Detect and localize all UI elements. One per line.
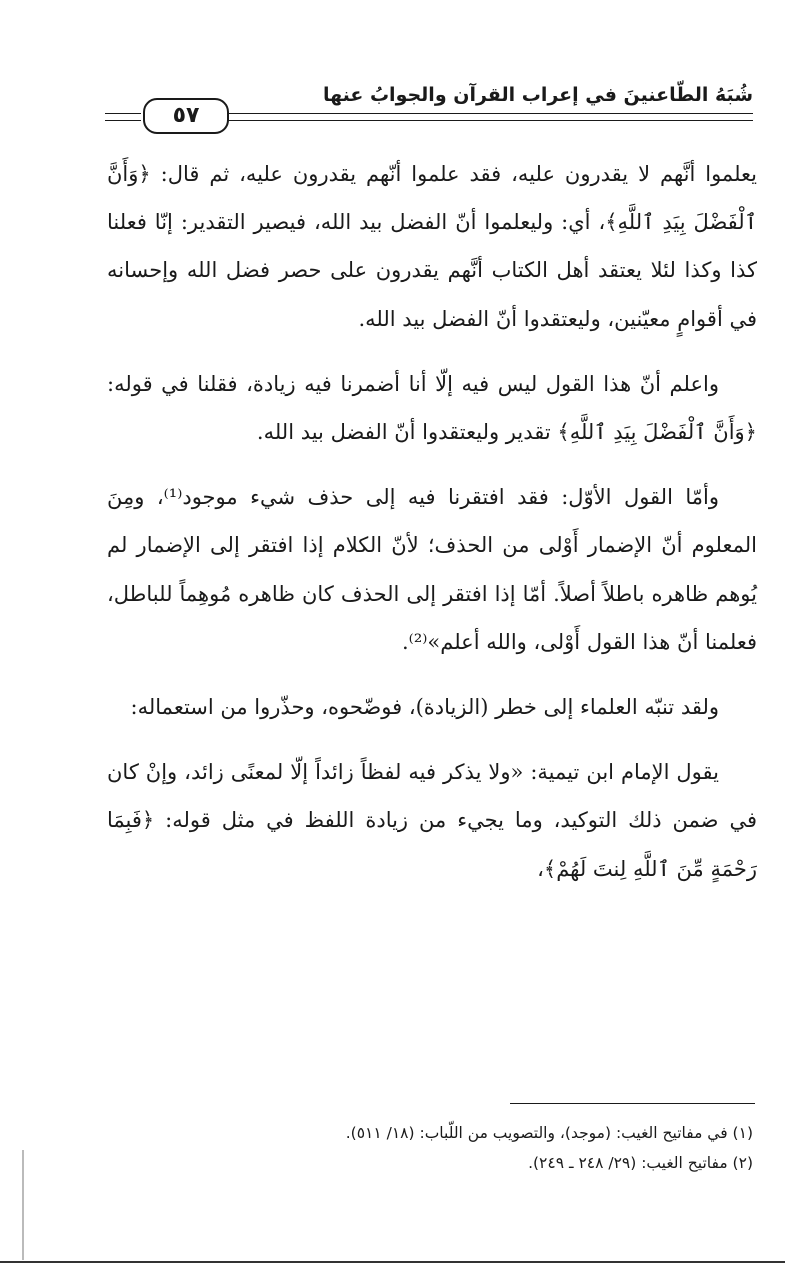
paragraph-1: يعلموا أنَّهم لا يقدرون عليه، فقد علموا أنّهم يقدرون عليه، ثم قال: ﴿وَأَنَّ ٱلْفَضْلَ بِيَدِ ٱللَّهِ﴾، أي: وليعلموا أنّ الفضل بيد الله، فيصير التقدير: إنّا فعلنا كذا وكذا لئلا يعتقد أهل الكتاب أنَّهم يقدرون على حصر فضل الله وإحسانه في أقوامٍ معيّنين، وليعتقدوا أنّ الفضل بيد الله. [107,162,757,331]
main-text [107,150,757,893]
paragraph-2: واعلم أنّ هذا القول ليس فيه إلّا أنا أضمرنا فيه زيادة، فقلنا في قوله: ﴿وَأَنَّ ٱلْفَضْلَ بِيَدِ ٱللَّهِ﴾ تقدير وليعتقدوا أنّ الفضل بيد الله. [107,371,757,445]
page-bottom-edge [0,1261,785,1263]
paragraph-3: وأمّا القول الأوّل: فقد افتقرنا فيه إلى حذف شيء موجود⁽¹⁾، ومِنَ المعلوم أنّ الإضمار أَوْلى من الحذف؛ لأنّ الكلام إذا افتقر إلى الإضمار لم يُوهم ظاهره باطلاً أصلاً. أمّا إذا افتقر إلى الحذف كان ظاهره مُوهِماً للباطل، فعلمنا أنّ هذا القول أَوْلى، والله أعلم»⁽²⁾. [107,485,757,654]
footnote-1: (١) في مفاتيح الغيب: (موجد)، والتصويب من اللّباب: (١٨/ ٥١١). [345,1124,753,1142]
footnote-2: (٢) مفاتيح الغيب: (٢٩/ ٢٤٨ ـ ٢٤٩). [528,1154,753,1172]
header-double-rule-left [105,113,141,121]
paragraph-5: يقول الإمام ابن تيمية: «ولا يذكر فيه لفظاً زائداً إلّا لمعنًى زائد، وإنْ كان في ضمن ذلك التوكيد، وما يجيء من زيادة اللفظ في مثل قوله: ﴿فَبِمَا رَحْمَةٍ مِّنَ ٱللَّهِ لِنتَ لَهُمْ﴾، [107,760,757,881]
header-double-rule [223,113,753,121]
paragraph-4: ولقد تنبّه العلماء إلى خطر (الزيادة)، فوضّحوه، وحذّروا من استعماله: [130,695,719,720]
footnotes [113,1118,753,1178]
page-number-badge: ٥٧ [143,98,229,134]
running-header [105,86,753,136]
footnote-separator [510,1103,755,1104]
scan-margin-line [22,1150,24,1260]
running-header-title: شُبَهُ الطّاعنينَ في إعراب القرآن والجوابُ عنها [317,84,753,106]
